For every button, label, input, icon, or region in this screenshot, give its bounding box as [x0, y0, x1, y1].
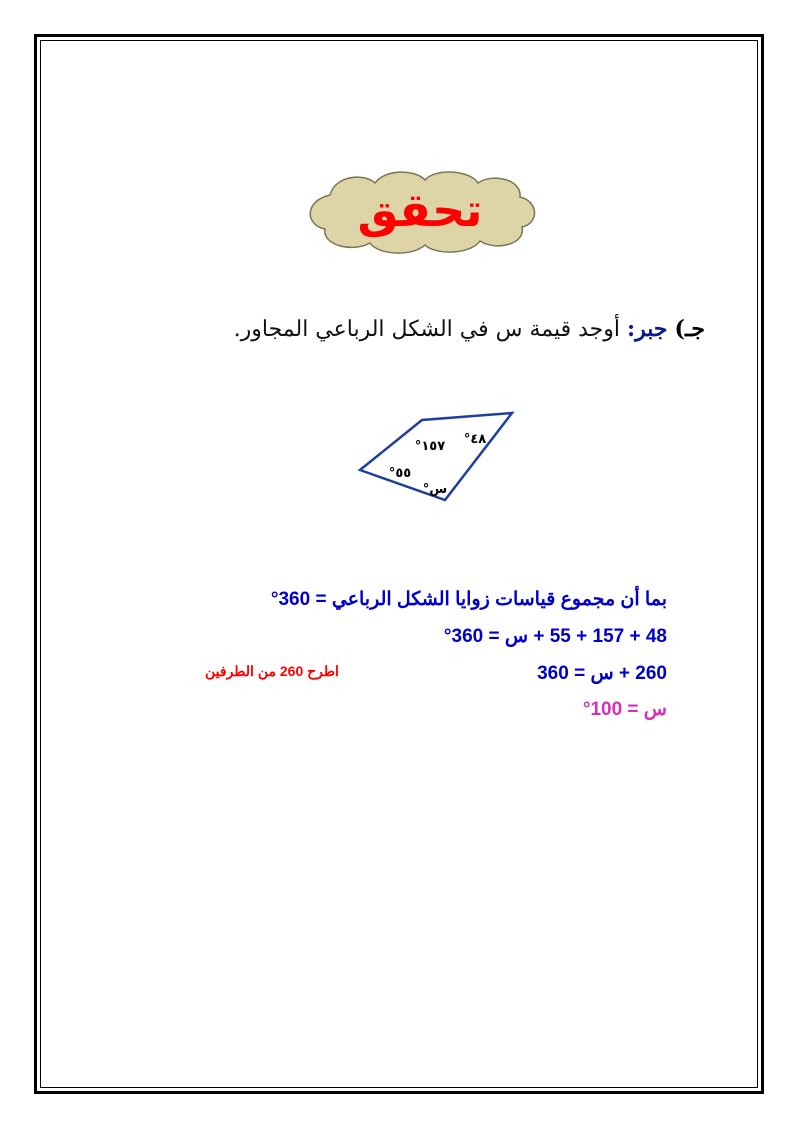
quadrilateral-figure [350, 405, 525, 510]
title: تحقق [357, 183, 483, 237]
angle-label: ٥٥° [388, 466, 412, 481]
solution-line-2: 48 + 157 + 55 + س = 360° [443, 626, 667, 647]
angle-label: ٤٨° [463, 432, 487, 447]
question-prefix: جـ) [674, 316, 705, 342]
question [145, 316, 705, 342]
angle-label: ١٥٧° [414, 439, 446, 454]
solution-line-3: 260 + س = 360 [537, 663, 667, 684]
question-subject: جبر: [627, 316, 668, 342]
solution-note: اطرح 260 من الطرفين [205, 663, 339, 679]
solution-line-1: بما أن مجموع قياسات زوايا الشكل الرباعي = 360° [270, 589, 667, 610]
solution-answer: س = 100° [582, 699, 667, 720]
question-text: أوجد قيمة س في الشكل الرباعي المجاور. [233, 317, 621, 342]
angle-label: س° [422, 482, 448, 497]
